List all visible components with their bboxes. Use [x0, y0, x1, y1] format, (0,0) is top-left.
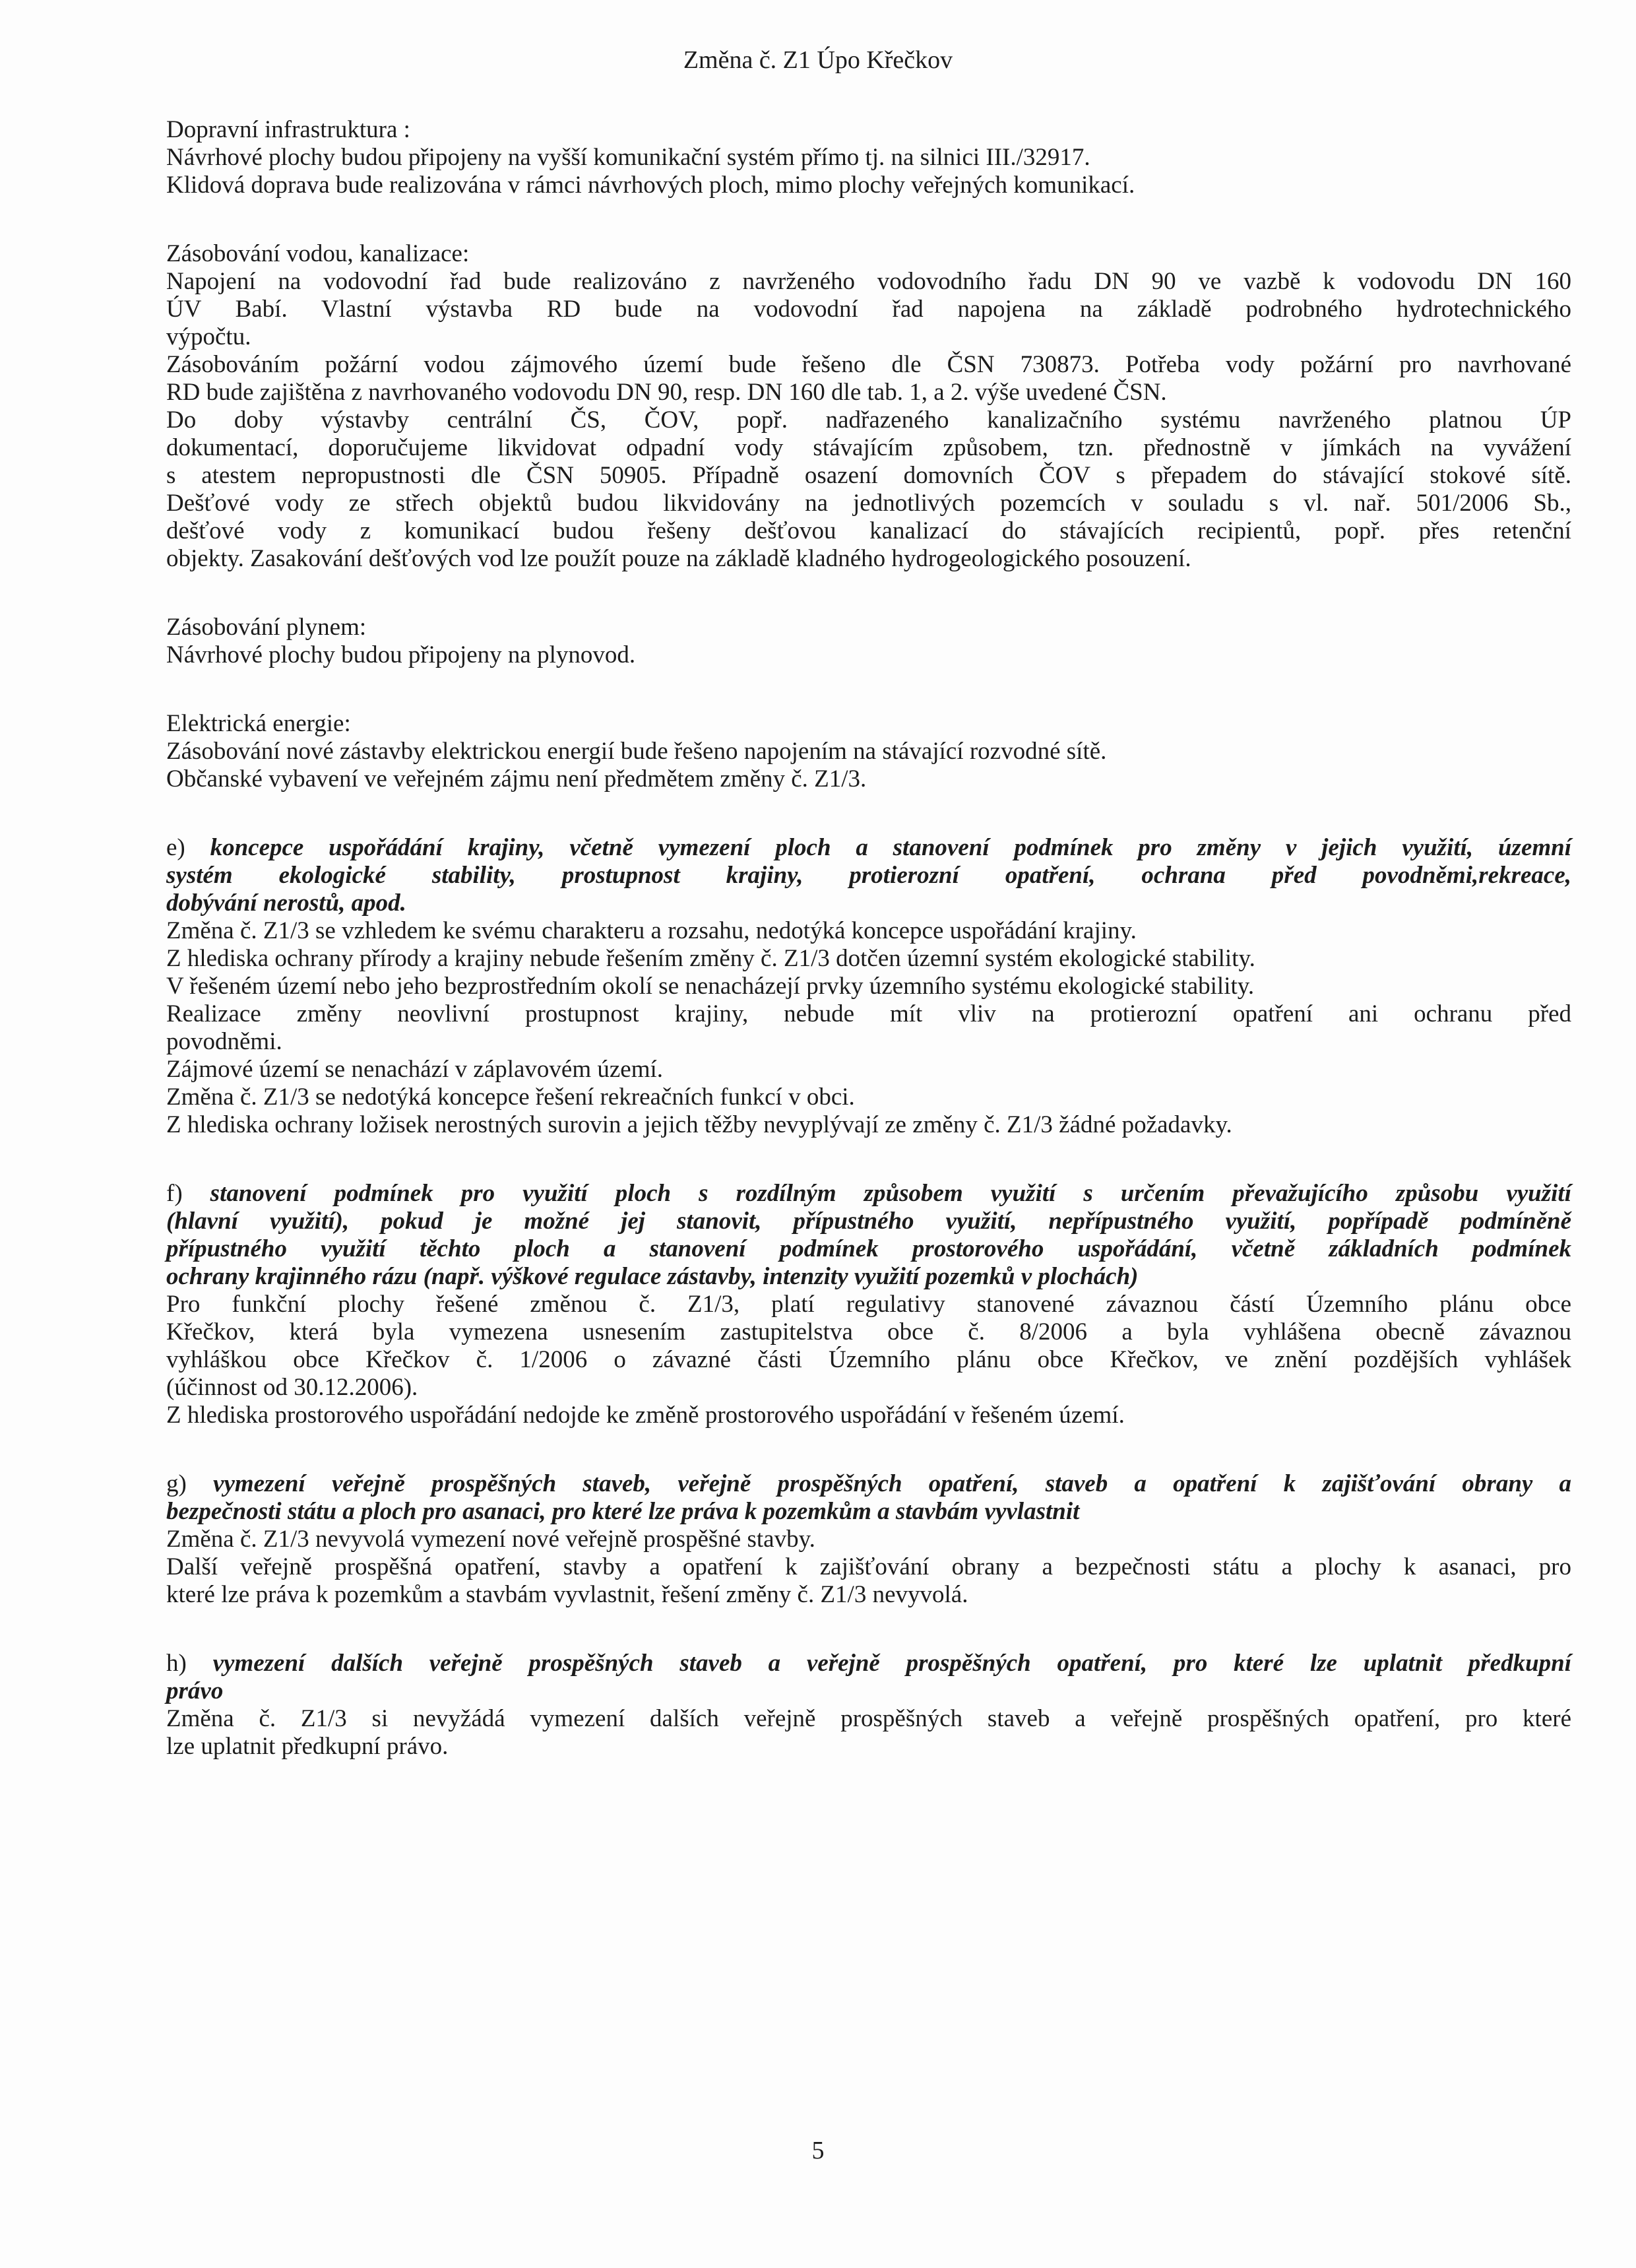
section-doprava — [166, 116, 1571, 199]
heading-text: koncepce uspořádání krajiny, včetně vymezení ploch a stanovení podmínek pro změny v jejich využití, územní — [210, 834, 1572, 861]
text-line: Návrhové plochy budou připojeny na plynovod. — [166, 641, 636, 668]
section-plyn — [166, 614, 1571, 669]
text-line: Občanské vybavení ve veřejném zájmu není předmětem změny č. Z1/3. — [166, 765, 867, 793]
text-line: Změna č. Z1/3 nevyvolá vymezení nové veřejně prospěšné stavby. — [166, 1526, 815, 1553]
heading-text: ochrany krajinného rázu (např. výškové regulace zástavby, intenzity využití pozemků v plochách) — [166, 1263, 1139, 1290]
heading-text: bezpečnosti státu a ploch pro asanaci, pro které lze práva k pozemkům a stavbám vyvlastnit — [166, 1498, 1080, 1525]
text-line: Napojení na vodovodní řad bude realizováno z navrženého vodovodního řadu DN 90 ve vazbě k vodovodu DN 160 — [166, 268, 1571, 295]
text-line: Dešťové vody ze střech objektů budou likvidovány na jednotlivých pozemcích v souladu s vl. nař. 501/2006 Sb., — [166, 490, 1571, 517]
text-line: povodněmi. — [166, 1028, 282, 1055]
document-body — [166, 116, 1571, 1761]
text-line: Křečkov, která byla vymezena usnesením zastupitelstva obce č. 8/2006 a byla vyhlášena obecně závaznou — [166, 1318, 1571, 1345]
text-line: V řešeném území nebo jeho bezprostředním okolí se nenacházejí prvky územního systému ekologické stability. — [166, 973, 1255, 1000]
section-h — [166, 1650, 1571, 1761]
text-line: Další veřejně prospěšná opatření, stavby a opatření k zajišťování obrany a bezpečnosti státu a plochy k asanaci, pro — [166, 1553, 1571, 1580]
section-marker: f) — [166, 1180, 183, 1207]
heading-text: dobývání nerostů, apod. — [166, 890, 406, 917]
section-title: Elektrická energie: — [166, 710, 351, 737]
text-line: ÚV Babí. Vlastní výstavba RD bude na vodovodní řad napojena na základě podrobného hydrotechnického — [166, 296, 1571, 323]
page-header: Změna č. Z1 Úpo Křečkov — [683, 46, 953, 74]
section-g — [166, 1470, 1571, 1609]
text-line: objekty. Zasakování dešťových vod lze použít pouze na základě kladného hydrogeologického posouzení. — [166, 545, 1191, 572]
text-line: Klidová doprava bude realizována v rámci návrhových ploch, mimo plochy veřejných komunikací. — [166, 172, 1135, 199]
heading-text: (hlavní využití), pokud je možné jej stanovit, přípustného využití, nepřípustného využití, popřípadě podmíněně — [166, 1208, 1571, 1235]
text-line: lze uplatnit předkupní právo. — [166, 1733, 449, 1760]
text-line: Změna č. Z1/3 se nedotýká koncepce řešení rekreačních funkcí v obci. — [166, 1084, 855, 1111]
section-e — [166, 834, 1571, 1139]
text-line: vyhláškou obce Křečkov č. 1/2006 o závazné části Územního plánu obce Křečkov, ve znění pozdějších vyhlášek — [166, 1346, 1571, 1373]
text-line: které lze práva k pozemkům a stavbám vyvlastnit, řešení změny č. Z1/3 nevyvolá. — [166, 1581, 968, 1608]
page-number: 5 — [811, 2137, 825, 2164]
text-line: dokumentací, doporučujeme likvidovat odpadní vody stávajícím způsobem, tzn. přednostně v jímkách na vyvážení — [166, 434, 1571, 461]
section-marker: g) — [166, 1470, 187, 1497]
text-line: s atestem nepropustnosti dle ČSN 50905. Případně osazení domovních ČOV s přepadem do stávající stokové sítě. — [166, 462, 1571, 489]
heading-text: vymezení veřejně prospěšných staveb, veřejně prospěšných opatření, staveb a opatření k zajišťování obrany a — [213, 1470, 1572, 1497]
heading-text: vymezení dalších veřejně prospěšných staveb a veřejně prospěšných opatření, pro které lze uplatnit předkupní — [212, 1650, 1572, 1677]
heading-text: přípustného využití těchto ploch a stanovení podmínek prostorového uspořádání, včetně základních podmínek — [166, 1235, 1571, 1262]
text-line: Zásobováním požární vodou zájmového území bude řešeno dle ČSN 730873. Potřeba vody požární pro navrhované — [166, 351, 1571, 378]
heading-text: stanovení podmínek pro využití ploch s rozdílným způsobem využití s určením převažujícího způsobu využití — [210, 1180, 1571, 1207]
text-line: Z hlediska ochrany přírody a krajiny nebude řešením změny č. Z1/3 dotčen územní systém ekologické stability. — [166, 945, 1255, 972]
text-line: Z hlediska ochrany ložisek nerostných surovin a jejich těžby nevyplývají ze změny č. Z1/3 žádné požadavky. — [166, 1111, 1232, 1138]
text-line: Návrhové plochy budou připojeny na vyšší komunikační systém přímo tj. na silnici III./32917. — [166, 144, 1090, 171]
text-line: Zásobování nové zástavby elektrickou energií bude řešeno napojením na stávající rozvodné sítě. — [166, 738, 1107, 765]
text-line: výpočtu. — [166, 323, 251, 350]
section-voda — [166, 240, 1571, 573]
text-line: dešťové vody z komunikací budou řešeny dešťovou kanalizací do stávajících recipientů, popř. přes retenční — [166, 517, 1571, 544]
text-line: Do doby výstavby centrální ČS, ČOV, popř. nadřazeného kanalizačního systému navrženého platnou ÚP — [166, 406, 1571, 434]
section-title: Zásobování vodou, kanalizace: — [166, 240, 470, 267]
section-heading — [166, 1650, 1571, 1677]
section-f — [166, 1180, 1571, 1429]
heading-text: právo — [166, 1677, 224, 1704]
section-energie — [166, 710, 1571, 793]
text-line: Změna č. Z1/3 se vzhledem ke svému charakteru a rozsahu, nedotýká koncepce uspořádání krajiny. — [166, 917, 1137, 944]
heading-text: systém ekologické stability, prostupnost krajiny, protierozní opatření, ochrana před povodněmi,rekreace, — [166, 862, 1571, 889]
text-line: (účinnost od 30.12.2006). — [166, 1374, 418, 1401]
section-marker: e) — [166, 834, 185, 861]
text-line: Z hlediska prostorového uspořádání nedojde ke změně prostorového uspořádání v řešeném území. — [166, 1402, 1125, 1429]
section-title: Dopravní infrastruktura : — [166, 116, 410, 143]
section-heading — [166, 1470, 1571, 1498]
section-heading — [166, 1180, 1571, 1208]
text-line: RD bude zajištěna z navrhovaného vodovodu DN 90, resp. DN 160 dle tab. 1, a 2. výše uvedené ČSN. — [166, 379, 1167, 406]
section-title: Zásobování plynem: — [166, 614, 367, 641]
text-line: Zájmové území se nenachází v záplavovém území. — [166, 1056, 664, 1083]
section-marker: h) — [166, 1650, 187, 1677]
section-heading — [166, 834, 1571, 862]
text-line: Změna č. Z1/3 si nevyžádá vymezení dalších veřejně prospěšných staveb a veřejně prospěšných opatření, pro které — [166, 1705, 1571, 1732]
text-line: Pro funkční plochy řešené změnou č. Z1/3, platí regulativy stanovené závaznou částí Územního plánu obce — [166, 1291, 1571, 1318]
text-line: Realizace změny neovlivní prostupnost krajiny, nebude mít vliv na protierozní opatření ani ochranu před — [166, 1000, 1571, 1027]
